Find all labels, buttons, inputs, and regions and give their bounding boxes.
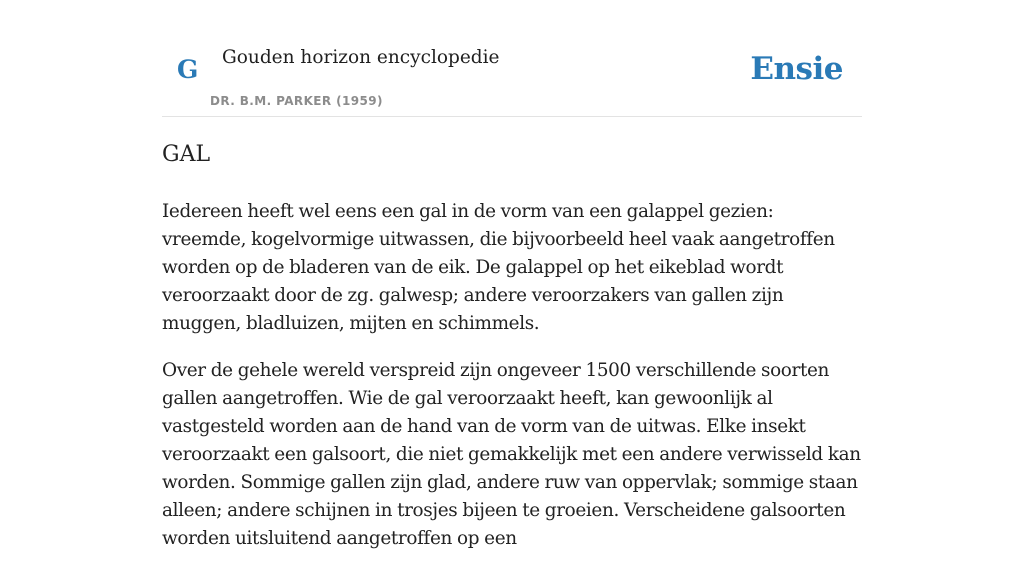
entry-paragraph-1: Iedereen heeft wel eens een gal in de vorm van een galappel gezien: vreemde, kogelvormige uitwassen, die bijvoorbeeld heel vaak aangetroffen worden op de bladeren van de eik. De galappel op het eikeblad wordt veroorzaakt door de zg. galwesp; andere veroorzakers van gallen zijn muggen, bladluizen, mijten en schimmels. <box>162 201 835 334</box>
entry-content <box>162 137 862 572</box>
header <box>162 0 862 117</box>
entry-title: GAL <box>162 142 211 167</box>
entry-paragraph-2: Over de gehele wereld verspreid zijn ongeveer 1500 verschillende soorten gallen aangetroffen. Wie de gal veroorzaakt heeft, kan gewoonlijk al vastgesteld worden aan de hand van de vorm van de uitwas. Elke insekt veroorzaakt een galsoort, die niet gemakkelijk met een andere verwisseld kan worden. Sommige gallen zijn glad, andere ruw van oppervlak; sommige staan alleen; andere schijnen in trosjes bijeen te groeien. Verscheidene galsoorten worden uitsluitend aangetroffen op een <box>162 360 861 549</box>
book-logo-letter[interactable]: G <box>177 55 199 84</box>
book-title-link[interactable]: Gouden horizon encyclopedie <box>222 47 500 68</box>
book-author: DR. B.M. PARKER (1959) <box>210 94 383 108</box>
ensie-logo-link[interactable]: Ensie <box>750 51 843 87</box>
